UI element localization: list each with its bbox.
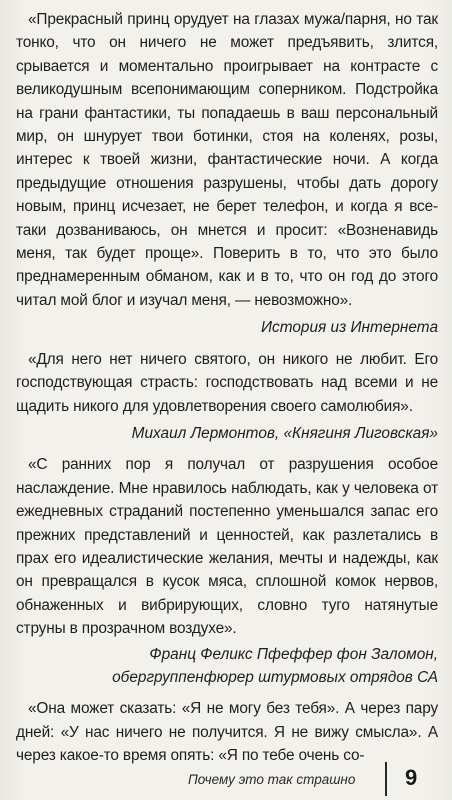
running-title: Почему это так страшно — [188, 772, 356, 787]
quote-attribution — [16, 643, 438, 690]
page-body — [16, 8, 438, 768]
quote-attribution: История из Интернета — [261, 319, 438, 337]
quote-paragraph: «Прекрасный принц орудует на глазах мужа/парня, но так тонко, что он ничего не может предъявить, злится, срывается и моментально проигрывает на контрасте с великодушным всепонимающим соперником. Подстройка на грани фантастики, ты попадаешь в ваш персональный мир, он шнурует твои ботинки, стоя на коленях, розы, интерес к твоей жизни, фантастические ночи. А когда предыдущие отношения разрушены, чтобы дать дорогу новым, принц исчезает, не берет телефон, и когда я все-таки дозваниваюсь, он мнется и просит: «Возненавидь меня, так будет проще». Поверить в то, что это было преднамеренным обманом, как и в то, что он год до этого читал мой блог и изучал меня, — невозможно». — [16, 11, 438, 309]
page-number: 9 — [405, 765, 418, 790]
quote-attribution: Михаил Лермонтов, «Княгиня Лиговская» — [131, 424, 438, 442]
attribution-line: Франц Феликс Пфеффер фон Заломон, — [149, 645, 438, 663]
page-footer — [0, 758, 452, 800]
quote-paragraph: «С ранних пор я получал от разрушения особое наслаждение. Мне нравилось наблюдать, как у человека от ежедневных страданий постепенно уменьшался запас его прежних представлений и ценностей, как разлетались в прах его идеалистические желания, мечты и надежды, как он превращался в кусок мяса, сплошной комок нервов, обнаженных и вибрирующих, словно туго натянутые струны в прозрачном воздухе». — [16, 456, 438, 638]
quote-paragraph: «Она может сказать: «Я не могу без тебя». А через пару дней: «У нас ничего не получится. Я не вижу смысла». А через какое-то время опять: «Я по тебе очень со- — [16, 700, 438, 765]
attribution-line: обергруппенфюрер штурмовых отрядов СА — [112, 668, 438, 686]
footer-divider — [385, 762, 387, 796]
quote-paragraph: «Для него нет ничего святого, он никого не любит. Его господствующая страсть: господствовать над всеми и не щадить никого для удовлетворения своего самолюбия». — [16, 350, 438, 415]
